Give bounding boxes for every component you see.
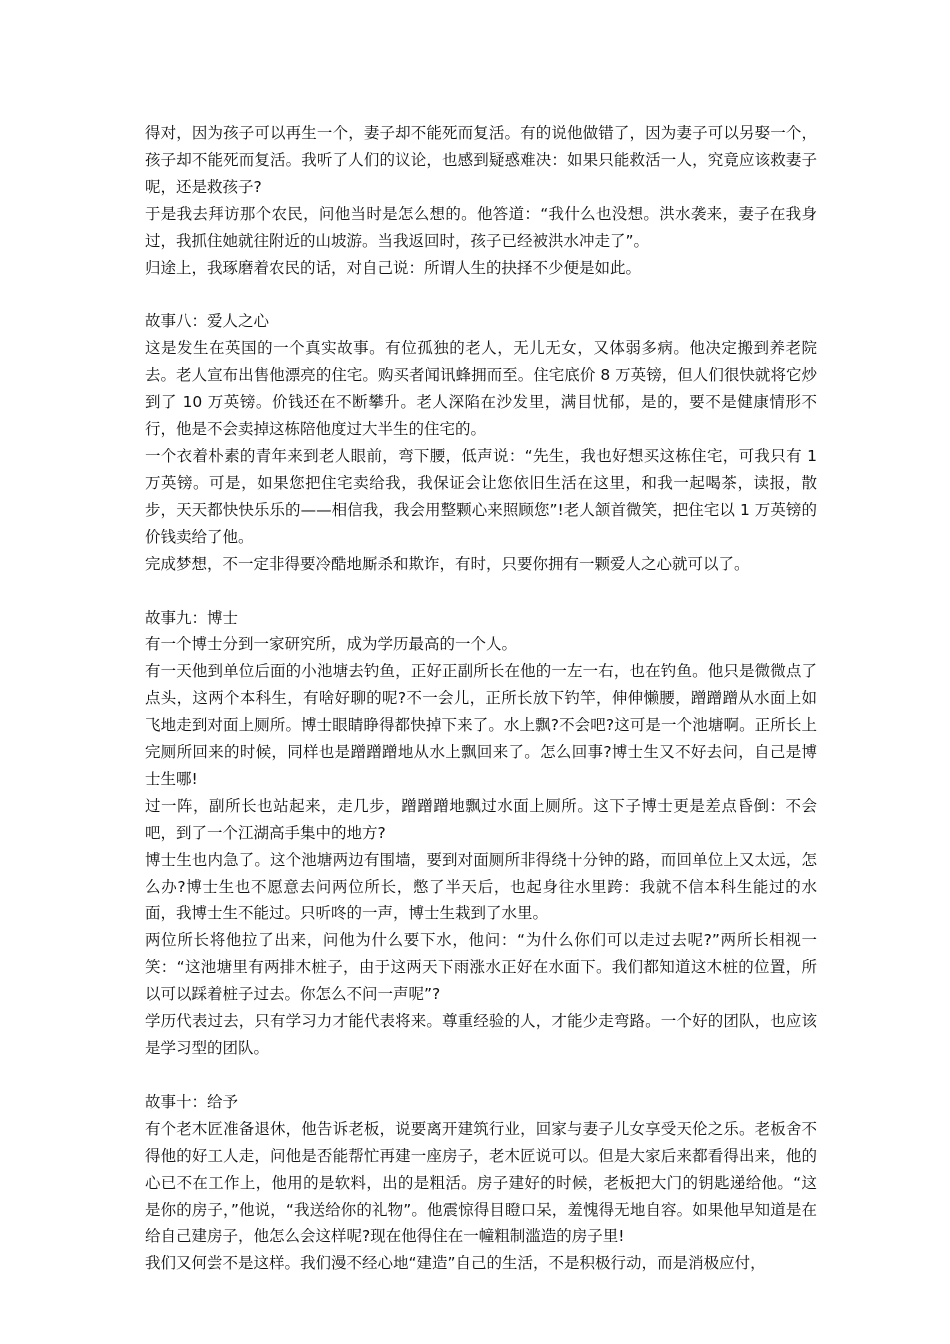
document-body: [145, 120, 817, 1277]
paragraph: 一个衣着朴素的青年来到老人眼前，弯下腰，低声说：“先生，我也好想买这栋住宅，可我只有 1 万英镑。可是，如果您把住宅卖给我，我保证会让您依旧生活在这里，和我一起喝茶，读报，散步，天天都快快乐乐的——相信我，我会用整颗心来照顾您”!老人颔首微笑，把住宅以 1 万英镑的价钱卖给了他。: [145, 446, 817, 546]
paragraph: 我们又何尝不是这样。我们漫不经心地“建造”自己的生活，不是积极行动，而是消极应付，: [145, 1254, 766, 1273]
paragraph-spacer: [145, 281, 817, 308]
paragraph: 有一天他到单位后面的小池塘去钓鱼，正好正副所长在他的一左一右，也在钓鱼。他只是微微点了点头，这两个本科生，有啥好聊的呢?不一会儿，正所长放下钓竿，伸伸懒腰，蹭蹭蹭从水面上如飞地走到对面上厕所。博士眼睛睁得都快掉下来了。水上飘?不会吧?这可是一个池塘啊。正所长上完厕所回来的时候，同样也是蹭蹭蹭地从水上飘回来了。怎么回事?博士生又不好去问，自己是博士生哪!: [145, 662, 817, 788]
paragraph: 有个老木匠准备退休，他告诉老板，说要离开建筑行业，回家与妻子儿女享受天伦之乐。老板舍不得他的好工人走，问他是否能帮忙再建一座房子，老木匠说可以。但是大家后来都看得出来，他的心已不在工作上，他用的是软料，出的是粗活。房子建好的时候，老板把大门的钥匙递给他。“这是你的房子，”他说，“我送给你的礼物”。他震惊得目瞪口呆，羞愧得无地自容。如果他早知道是在给自己建房子，他怎么会这样呢?现在他得住在一幢粗制滥造的房子里!: [145, 1119, 817, 1246]
paragraph: 于是我去拜访那个农民，问他当时是怎么想的。他答道：“我什么也没想。洪水袭来，妻子在我身过，我抓住她就往附近的山坡游。当我返回时，孩子已经被洪水冲走了”。: [145, 204, 817, 250]
section-heading: 故事十：给予: [145, 1092, 239, 1111]
paragraph: 归途上，我琢磨着农民的话，对自己说：所谓人生的抉择不少便是如此。: [145, 258, 642, 277]
paragraph: 博士生也内急了。这个池塘两边有围墙，要到对面厕所非得绕十分钟的路，而回单位上又太远，怎么办?博士生也不愿意去问两位所长，憋了半天后，也起身往水里跨：我就不信本科生能过的水面，我博士生不能过。只听咚的一声，博士生栽到了水里。: [145, 850, 817, 923]
paragraph: 学历代表过去，只有学习力才能代表将来。尊重经验的人，才能少走弯路。一个好的团队，也应该是学习型的团队。: [145, 1012, 817, 1057]
paragraph: 两位所长将他拉了出来，问他为什么要下水，他问：“为什么你们可以走过去呢?”两所长相视一笑：“这池塘里有两排木桩子，由于这两天下雨涨水正好在水面下。我们都知道这木桩的位置，所以可以踩着桩子过去。你怎么不问一声呢”?: [145, 931, 817, 1004]
paragraph: 过一阵，副所长也站起来，走几步，蹭蹭蹭地飘过水面上厕所。这下子博士更是差点昏倒：不会吧，到了一个江湖高手集中的地方?: [145, 796, 817, 842]
paragraph-spacer: [145, 1062, 817, 1089]
paragraph-spacer: [145, 578, 817, 605]
section-heading: 故事八：爱人之心: [145, 312, 270, 331]
paragraph: 完成梦想，不一定非得要冷酷地厮杀和欺诈，有时，只要你拥有一颗爱人之心就可以了。: [145, 554, 750, 573]
paragraph: 这是发生在英国的一个真实故事。有位孤独的老人，无儿无女，又体弱多病。他决定搬到养老院去。老人宣布出售他漂亮的住宅。购买者闻讯蜂拥而至。住宅底价 8 万英镑，但人们很快就将它炒到了 10 万英镑。价钱还在不断攀升。老人深陷在沙发里，满目忧郁，是的，要不是健康情形不行，他是不会卖掉这栋陪他度过大半生的住宅的。: [145, 339, 817, 439]
section-heading: 故事九：博士: [145, 608, 239, 627]
paragraph: 得对，因为孩子可以再生一个，妻子却不能死而复活。有的说他做错了，因为妻子可以另娶一个，孩子却不能死而复活。我听了人们的议论，也感到疑惑难决：如果只能救活一人，究竟应该救妻子呢，还是救孩子?: [145, 124, 817, 196]
paragraph: 有一个博士分到一家研究所，成为学历最高的一个人。: [145, 635, 518, 654]
